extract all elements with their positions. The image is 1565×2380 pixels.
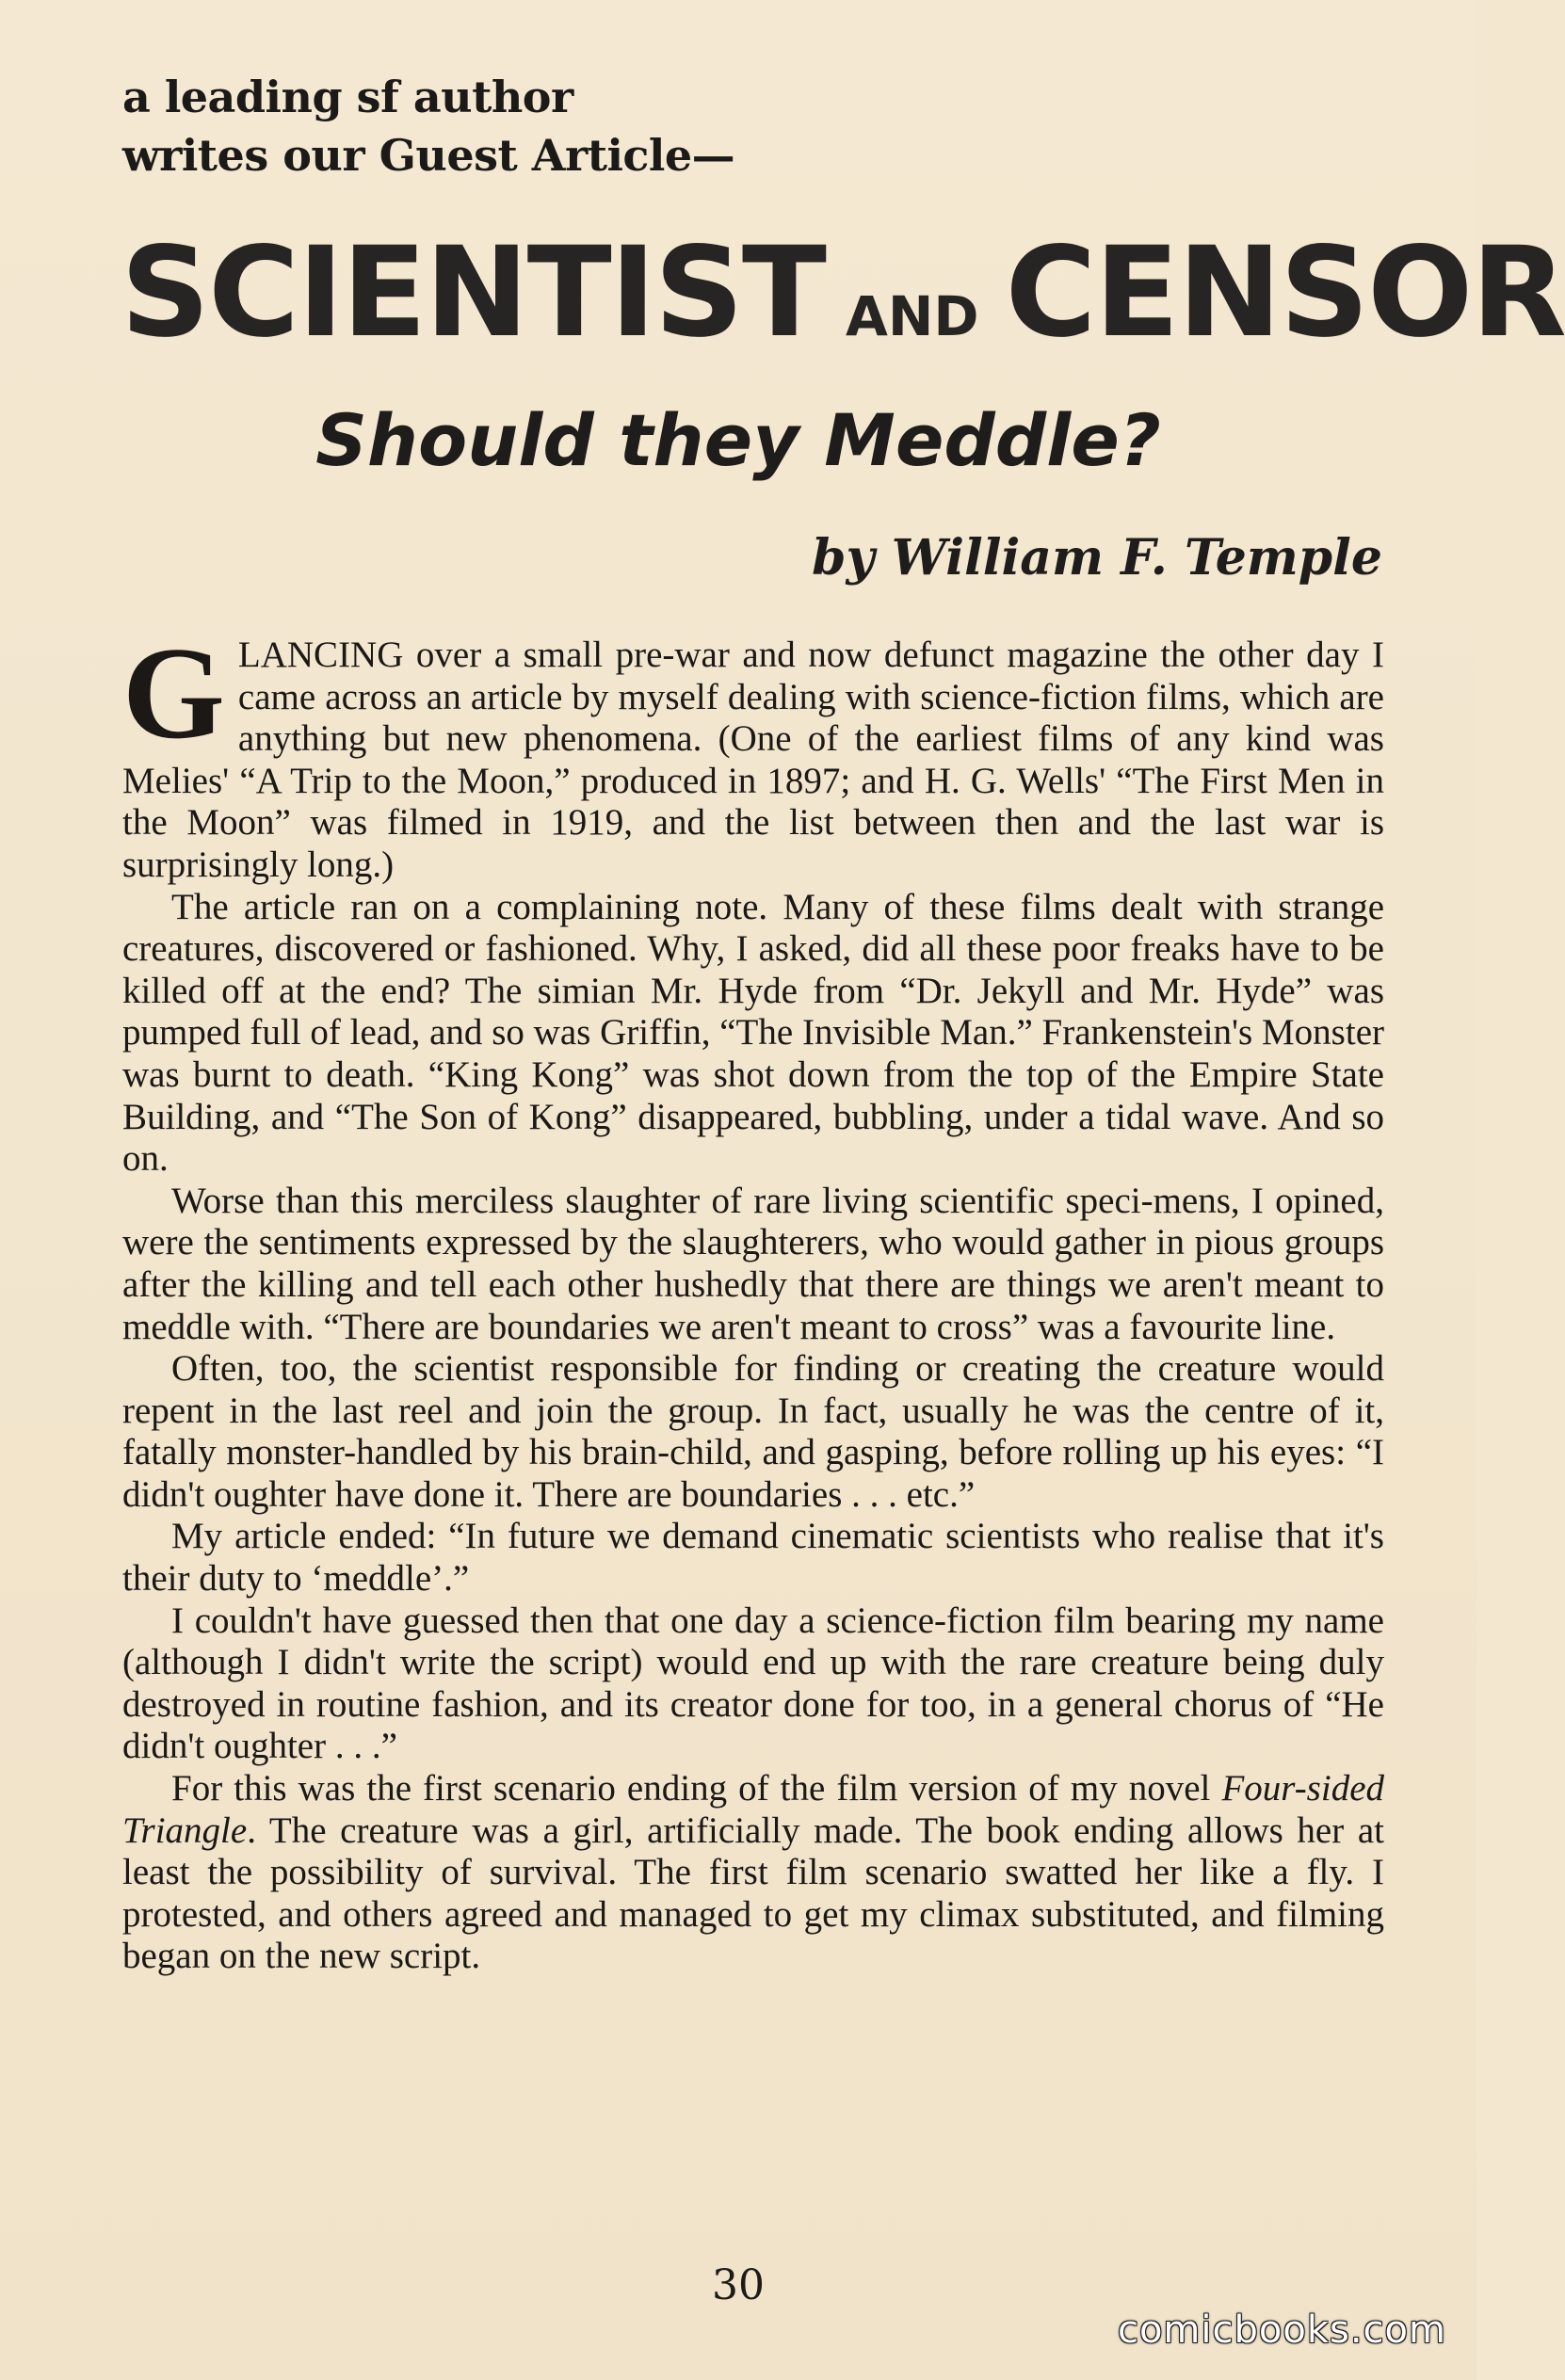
paragraph-7-text-after: . The creature was a girl, artificially made. The book ending allows her at least the possibility of survival. The first film scenario swatted her like a fly. I protested, and others agreed and managed to get my climax substituted, and filming began on the new script. xyxy=(122,1809,1384,1977)
watermark: comicbooks.com xyxy=(1117,2308,1446,2352)
paragraph-1 xyxy=(122,620,1384,887)
novel-title: Four-sided Triangle xyxy=(122,1768,1384,1851)
paragraph-6: I couldn't have guessed then that one day a science-fiction film bearing my name (although I didn't write the script) would end up with the rare creature being duly destroyed in routine fashion, and its creator done for too, in a general chorus of “He didn't oughter . . .” xyxy=(122,1600,1384,1767)
paragraph-7 xyxy=(122,1768,1384,1978)
drop-cap: G xyxy=(122,620,225,766)
article-body xyxy=(122,620,1384,1978)
headline-word-scientist: SCIENTIST xyxy=(121,220,825,365)
kicker xyxy=(122,68,734,185)
paragraph-5: My article ended: “In future we demand cinematic scientists who realise that it's their duty to ‘meddle’.” xyxy=(122,1516,1384,1600)
paragraph-7-text-before: For this was the first scenario ending of the film version of my novel xyxy=(171,1768,1222,1809)
subheadline: Should they Meddle? xyxy=(315,398,1161,482)
paragraph-2: The article ran on a complaining note. Many of these films dealt with strange creatures, discovered or fashioned. Why, I asked, did all these poor freaks have to be killed off at the end? The simian Mr. Hyde from “Dr. Jekyll and Mr. Hyde” was pumped full of lead, and so was Griffin, “The Invisible Man.” Frankenstein's Monster was burnt to death. “King Kong” was shot down from the top of the Empire State Building, and “The Son of Kong” disappeared, bubbling, under a tidal wave. And so on. xyxy=(122,886,1384,1180)
paragraph-4: Often, too, the scientist responsible for finding or creating the creature would repent in the last reel and join the group. In fact, usually he was the centre of it, fatally monster-handled by his brain-child, and gasping, before rolling up his eyes: “I didn't oughter have done it. There are boundaries . . . etc.” xyxy=(122,1348,1384,1515)
byline: by William F. Temple xyxy=(812,529,1382,587)
paragraph-1-text: LANCING over a small pre-war and now defunct magazine the other day I came across an article by myself dealing with science-fiction films, which are anything but new phenomena. (One of the earliest films of any kind was Melies' “A Trip to the Moon,” produced in 1897; and H. G. Wells' “The First Men in the Moon” was filmed in 1919, and the list between then and the last war is surprisingly long.) xyxy=(122,635,1384,885)
kicker-line-2: writes our Guest Article— xyxy=(122,130,735,181)
kicker-line-1: a leading sf author xyxy=(122,72,573,122)
headline-word-censor: CENSOR xyxy=(1005,220,1565,365)
headline xyxy=(121,220,1565,401)
headline-conjunction: AND xyxy=(845,284,979,348)
page-number: 30 xyxy=(712,2261,765,2309)
paragraph-3: Worse than this merciless slaughter of rare living scientific speci-mens, I opined, were the sentiments expressed by the slaughterers, who would gather in pious groups after the killing and tell each other hushedly that there are things we aren't meant to meddle with. “There are boundaries we aren't meant to cross” was a favourite line. xyxy=(122,1180,1384,1347)
